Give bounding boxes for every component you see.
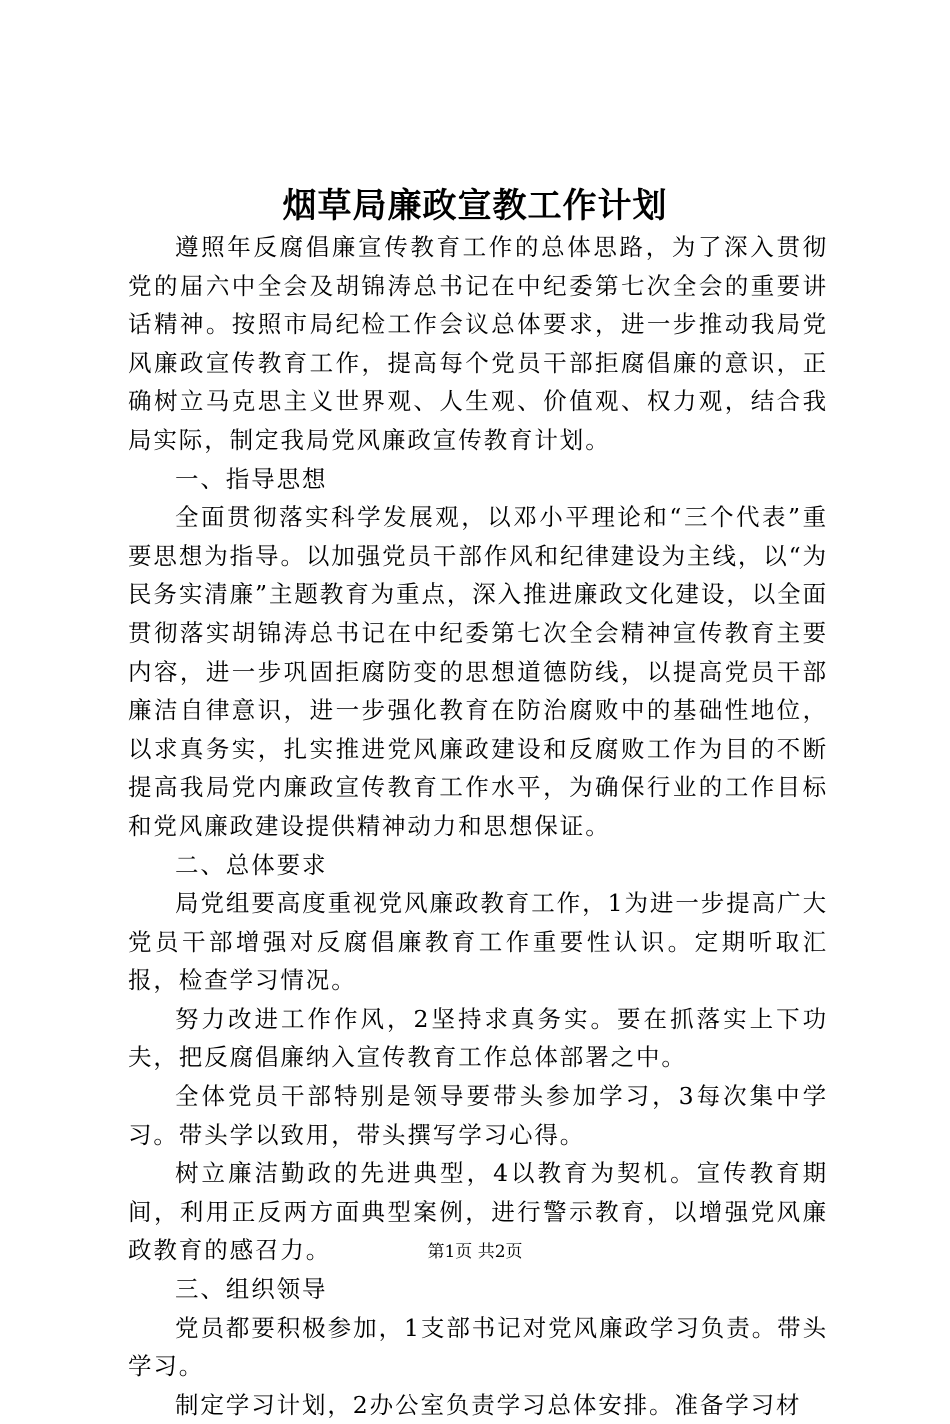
requirement-paragraph-1: 局党组要高度重视党风廉政教育工作，1为进一步提高广大党员干部增强对反腐倡廉教育工作重要性认识。定期听取汇报，检查学习情况。 [128,889,828,995]
section-heading-organization-leadership: 三、组织领导 [175,1275,328,1304]
leadership-paragraph-1: 党员都要积极参加，1支部书记对党风廉政学习负责。带头学习。 [128,1313,828,1381]
requirement-paragraph-3: 全体党员干部特别是领导要带头参加学习，3每次集中学习。带头学以致用，带头撰写学习心得。 [128,1082,828,1149]
leadership-paragraph-2: 制定学习计划，2办公室负责学习总体安排。准备学习材 [175,1390,802,1419]
requirement-paragraph-2: 努力改进工作作风，2坚持求真务实。要在抓落实上下功夫，把反腐倡廉纳入宣传教育工作总体部署之中。 [128,1004,828,1072]
requirement-paragraph-4: 树立廉洁勤政的先进典型，4以教育为契机。宣传教育期间，利用正反两方面典型案例，进行警示教育，以增强党风廉政教育的感召力。 [128,1159,828,1265]
intro-paragraph: 遵照年反腐倡廉宣传教育工作的总体思路，为了深入贯彻党的届六中全会及胡锦涛总书记在中纪委第七次全会的重要讲话精神。按照市局纪检工作会议总体要求，进一步推动我局党风廉政宣传教育工作，提高每个党员干部拒腐倡廉的意识，正确树立马克思主义世界观、人生观、价值观、权力观，结合我局实际，制定我局党风廉政宣传教育计划。 [128,233,828,454]
document-title: 烟草局廉政宣教工作计划 [282,186,668,226]
page-footer: 第1页 共2页 [427,1242,523,1262]
guiding-thought-paragraph: 全面贯彻落实科学发展观，以邓小平理论和“三个代表”重要思想为指导。以加强党员干部作风和纪律建设为主线，以“为民务实清廉”主题教育为重点，深入推进廉政文化建设，以全面贯彻落实胡锦涛总书记在中纪委第七次全会精神宣传教育主要内容，进一步巩固拒腐防变的思想道德防线，以提高党员干部廉洁自律意识，进一步强化教育在防治腐败中的基础性地位，以求真务实，扎实推进党风廉政建设和反腐败工作为目的不断提高我局党内廉政宣传教育工作水平，为确保行业的工作目标和党风廉政建设提供精神动力和思想保证。 [128,503,828,840]
section-heading-guiding-thought: 一、指导思想 [175,464,328,493]
section-heading-general-requirements: 二、总体要求 [175,850,328,879]
